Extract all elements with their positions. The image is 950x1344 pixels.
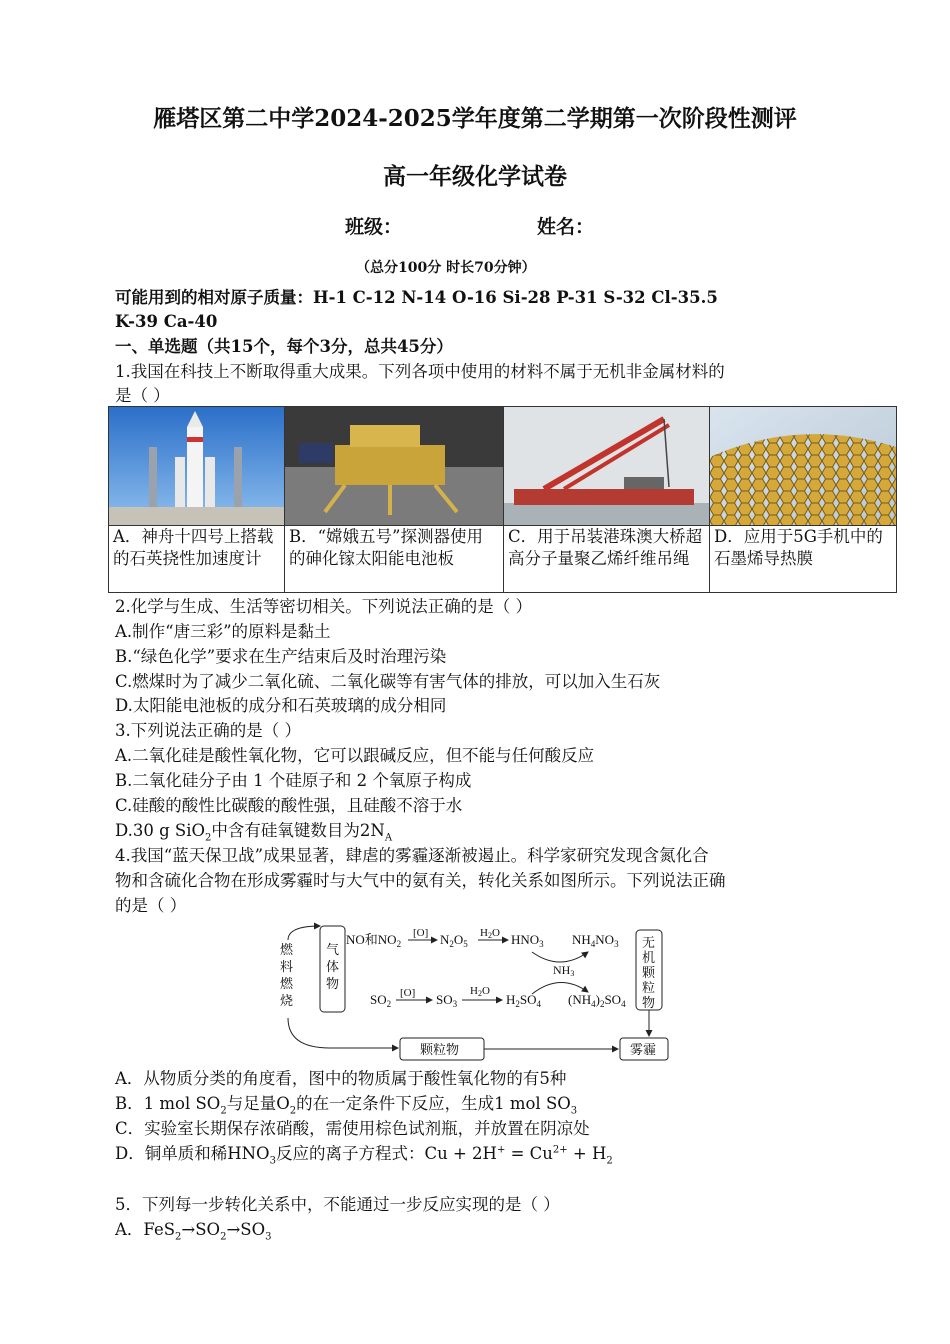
q3-option-d[interactable]: D.30 g SiO$_2$中含有硅氧键数目为$2N_A$	[115, 821, 393, 844]
q1-stem-line1: 1.我国在科技上不断取得重大成果。下列各项中使用的材料不属于无机非金属材料的	[115, 362, 725, 381]
q1-option-d-image	[710, 407, 897, 526]
q1-option-d-text: D．应用于5G手机中的石墨烯导热膜	[714, 527, 883, 568]
row1-op1: [O]	[413, 927, 429, 939]
crane-ship-photo-icon	[504, 407, 709, 525]
inorganic-box-3: 粒	[642, 980, 656, 995]
left-label-1: 料	[280, 959, 294, 974]
row2-p1: $SO_3$	[436, 992, 458, 1009]
class-label: 班级：	[345, 216, 403, 238]
exam-title: 雁塔区第二中学2024-2025学年度第二学期第一次阶段性测评	[153, 105, 797, 132]
lunar-lander-photo-icon	[285, 407, 503, 525]
q1-option-d[interactable]	[710, 526, 897, 593]
q2-option-c[interactable]: C.燃煤时为了减少二氧化硫、二氧化碳等有害气体的排放，可以加入生石灰	[115, 672, 661, 691]
exam-subtitle: 高一年级化学试卷	[383, 163, 567, 190]
row2-op2: H2O	[470, 985, 490, 998]
left-label-3: 烧	[280, 993, 294, 1008]
q4-stem-line3: 的是（ ）	[115, 896, 187, 915]
row1-op2: H2O	[480, 927, 500, 940]
q5-option-a[interactable]: A．$FeS_2\to SO_2\to SO_3$	[115, 1220, 272, 1243]
graphene-photo-icon	[710, 407, 896, 525]
inorganic-box-0: 无	[642, 935, 656, 950]
q4-option-a[interactable]: A．从物质分类的角度看，图中的物质属于酸性氧化物的有5种	[115, 1069, 567, 1088]
row2-p2: $H_2SO_4$	[506, 992, 542, 1009]
haze-box-label: 雾霾	[630, 1042, 657, 1057]
q1-option-a-text: A．神舟十四号上搭载的石英挠性加速度计	[113, 527, 274, 568]
rocket-photo-icon	[109, 407, 284, 525]
q5-stem: 5．下列每一步转化关系中，不能通过一步反应实现的是（ ）	[115, 1195, 560, 1214]
q4-conversion-diagram	[270, 922, 675, 1064]
row2-op1: [O]	[400, 987, 416, 999]
q1-option-b[interactable]	[285, 526, 504, 593]
q2-option-b[interactable]: B.“绿色化学”要求在生产结束后及时治理污染	[115, 647, 447, 666]
q3-option-a[interactable]: A.二氧化硅是酸性氧化物，它可以跟碱反应，但不能与任何酸反应	[115, 746, 595, 765]
row2-p3: $(NH_4)_2SO_4$	[568, 992, 626, 1009]
row1-p2: $HNO_3$	[511, 932, 544, 949]
name-label: 姓名：	[537, 216, 595, 238]
q1-option-b-text: B．“嫦娥五号”探测器使用的砷化镓太阳能电池板	[289, 527, 483, 568]
q4-option-c[interactable]: C．实验室长期保存浓硝酸，需使用棕色试剂瓶，并放置在阴凉处	[115, 1119, 590, 1138]
q1-option-c[interactable]	[504, 526, 710, 593]
section-heading: 一、单选题（共15个，每个3分，总共45分）	[115, 337, 453, 356]
row1-start: NO和$NO_2$	[346, 932, 402, 949]
q3-option-c[interactable]: C.硅酸的酸性比碳酸的酸性强，且硅酸不溶于水	[115, 796, 463, 815]
gas-box-1: 体	[326, 959, 340, 974]
q1-option-c-image	[504, 407, 710, 526]
q2-stem: 2.化学与生成、生活等密切相关。下列说法正确的是（ ）	[115, 597, 532, 616]
inorganic-box-1: 机	[642, 950, 656, 965]
q1-option-c-text: C．用于吊装港珠澳大桥超高分子量聚乙烯纤维吊绳	[508, 527, 703, 568]
q4-option-b[interactable]: B．1 mol $SO_2$与足量$O_2$的在一定条件下反应，生成1 mol $SO_3$	[115, 1094, 578, 1117]
atomic-masses-line1: 可能用到的相对原子质量：H-1 C-12 N-14 O-16 Si-28 P-31 S-32 Cl-35.5	[115, 288, 718, 307]
q1-option-b-image	[285, 407, 504, 526]
nh3-label: NH3	[553, 963, 575, 978]
row1-p1: $N_2O_5$	[440, 932, 468, 949]
q1-option-a[interactable]	[109, 526, 285, 593]
inorganic-box-2: 颗	[642, 965, 656, 980]
atomic-masses-line2: K-39 Ca-40	[115, 312, 218, 331]
left-label-0: 燃	[280, 942, 294, 957]
q3-option-b[interactable]: B.二氧化硅分子由 1 个硅原子和 2 个氧原子构成	[115, 771, 472, 790]
row2-start: $SO_2$	[370, 992, 392, 1009]
q1-options-table	[108, 406, 897, 593]
q1-stem-line2: 是（ ）	[115, 386, 170, 405]
inorganic-box-4: 物	[642, 995, 656, 1010]
q2-option-a[interactable]: A.制作“唐三彩”的原料是黏土	[115, 622, 331, 641]
left-label-2: 燃	[280, 976, 294, 991]
q4-option-d[interactable]: D．铜单质和稀$HNO_3$反应的离子方程式：$Cu + 2H^+ = Cu^{2+} + H_2$	[115, 1144, 613, 1167]
q3-stem: 3.下列说法正确的是（ ）	[115, 721, 301, 740]
gas-box-2: 物	[326, 976, 340, 991]
q4-stem-line1: 4.我国“蓝天保卫战”成果显著，肆虐的雾霾逐渐被遏止。科学家研究发现含氮化合	[115, 846, 709, 865]
q4-stem-line2: 物和含硫化合物在形成雾霾时与大气中的氨有关，转化关系如图所示。下列说法正确	[115, 871, 726, 890]
q2-option-d[interactable]: D.太阳能电池板的成分和石英玻璃的成分相同	[115, 696, 447, 715]
particle-box-label: 颗粒物	[420, 1042, 460, 1057]
score-note: （总分100分 时长70分钟）	[356, 260, 536, 276]
q1-option-a-image	[109, 407, 285, 526]
row1-p3: $NH_4NO_3$	[572, 932, 619, 949]
gas-box-0: 气	[326, 942, 340, 957]
